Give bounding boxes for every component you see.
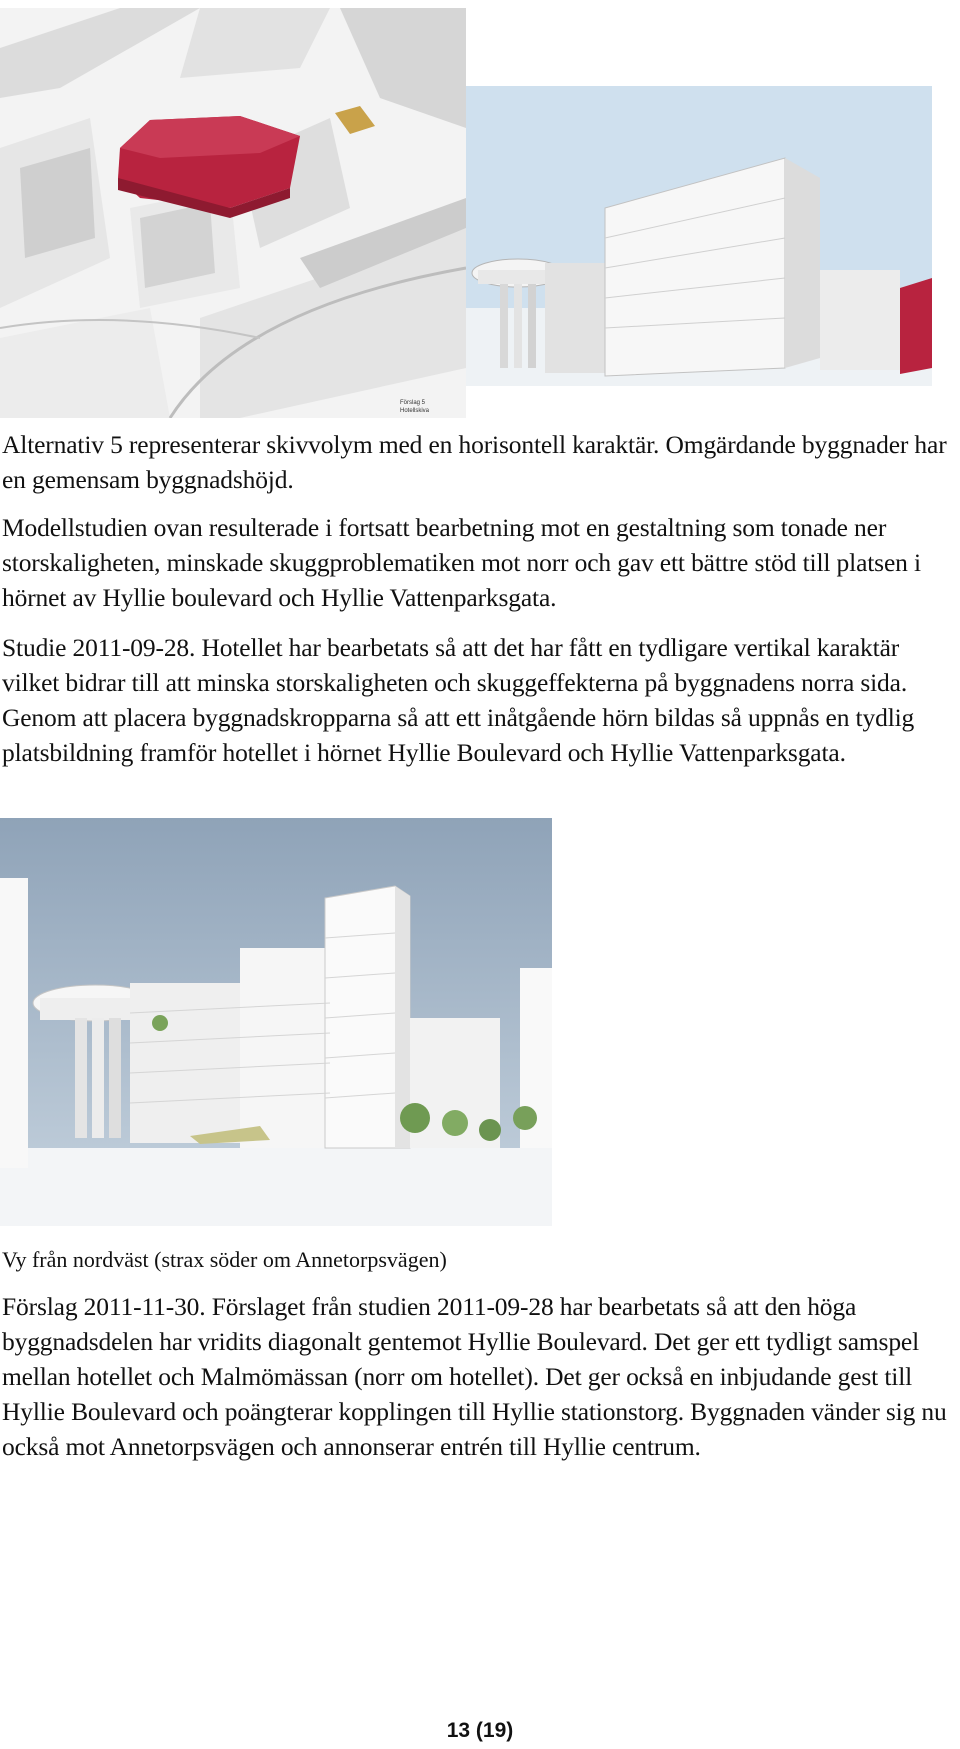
figure-caption: Vy från nordväst (strax söder om Annetorpsvägen)	[2, 1247, 447, 1272]
paragraph-model-study-result: Modellstudien ovan resulterade i fortsatt bearbetning mot en gestaltning som tonade ner storskaligheten, minskade skuggproblematiken mot norr och gav ett bättre stöd till platsen i hörnet av Hyllie boulevard och Hyllie Vattenparksgata.	[2, 513, 921, 612]
paragraph-study-2011-09-28: Studie 2011-09-28. Hotellet har bearbetats så att det har fått en tydligare vertikal karaktär vilket bidrar till att minska storskaligheten och skuggeffekterna på byggnadens norra sida. Genom att placera byggnadskropparna så att ett inåtgående hörn bildas så uppnås en tydlig platsbildning framför hotellet i hörnet Hyllie Boulevard och Hyllie Vattenparksgata.	[2, 633, 915, 767]
stamp-line1: Förslag 5	[400, 400, 426, 406]
model-study-figure	[0, 8, 932, 418]
page-number: 13 (19)	[446, 1719, 514, 1742]
paragraph-alternative-5: Alternativ 5 representerar skivvolym med en horisontell karaktär. Omgärdande byggnader har en gemensam byggnadshöjd.	[2, 430, 947, 494]
stamp-line2: Hotellskiva	[400, 408, 430, 414]
paragraph-proposal-2011-11-30: Förslag 2011-11-30. Förslaget från studien 2011-09-28 har bearbetats så att den höga byggnadsdelen har vridits diagonalt gentemot Hyllie Boulevard. Det ger ett tydligt samspel mellan hotellet och Malmömässan (norr om hotellet). Det ger också en inbjudande gest till Hyllie Boulevard och poängterar kopplingen till Hyllie stationstorg. Byggnaden vänder sig nu också mot Annetorpsvägen och annonserar entrén till Hyllie centrum.	[2, 1292, 947, 1461]
aerial-model-view	[0, 8, 466, 418]
perspective-model-view	[466, 86, 932, 386]
render-northwest-figure	[0, 818, 552, 1226]
